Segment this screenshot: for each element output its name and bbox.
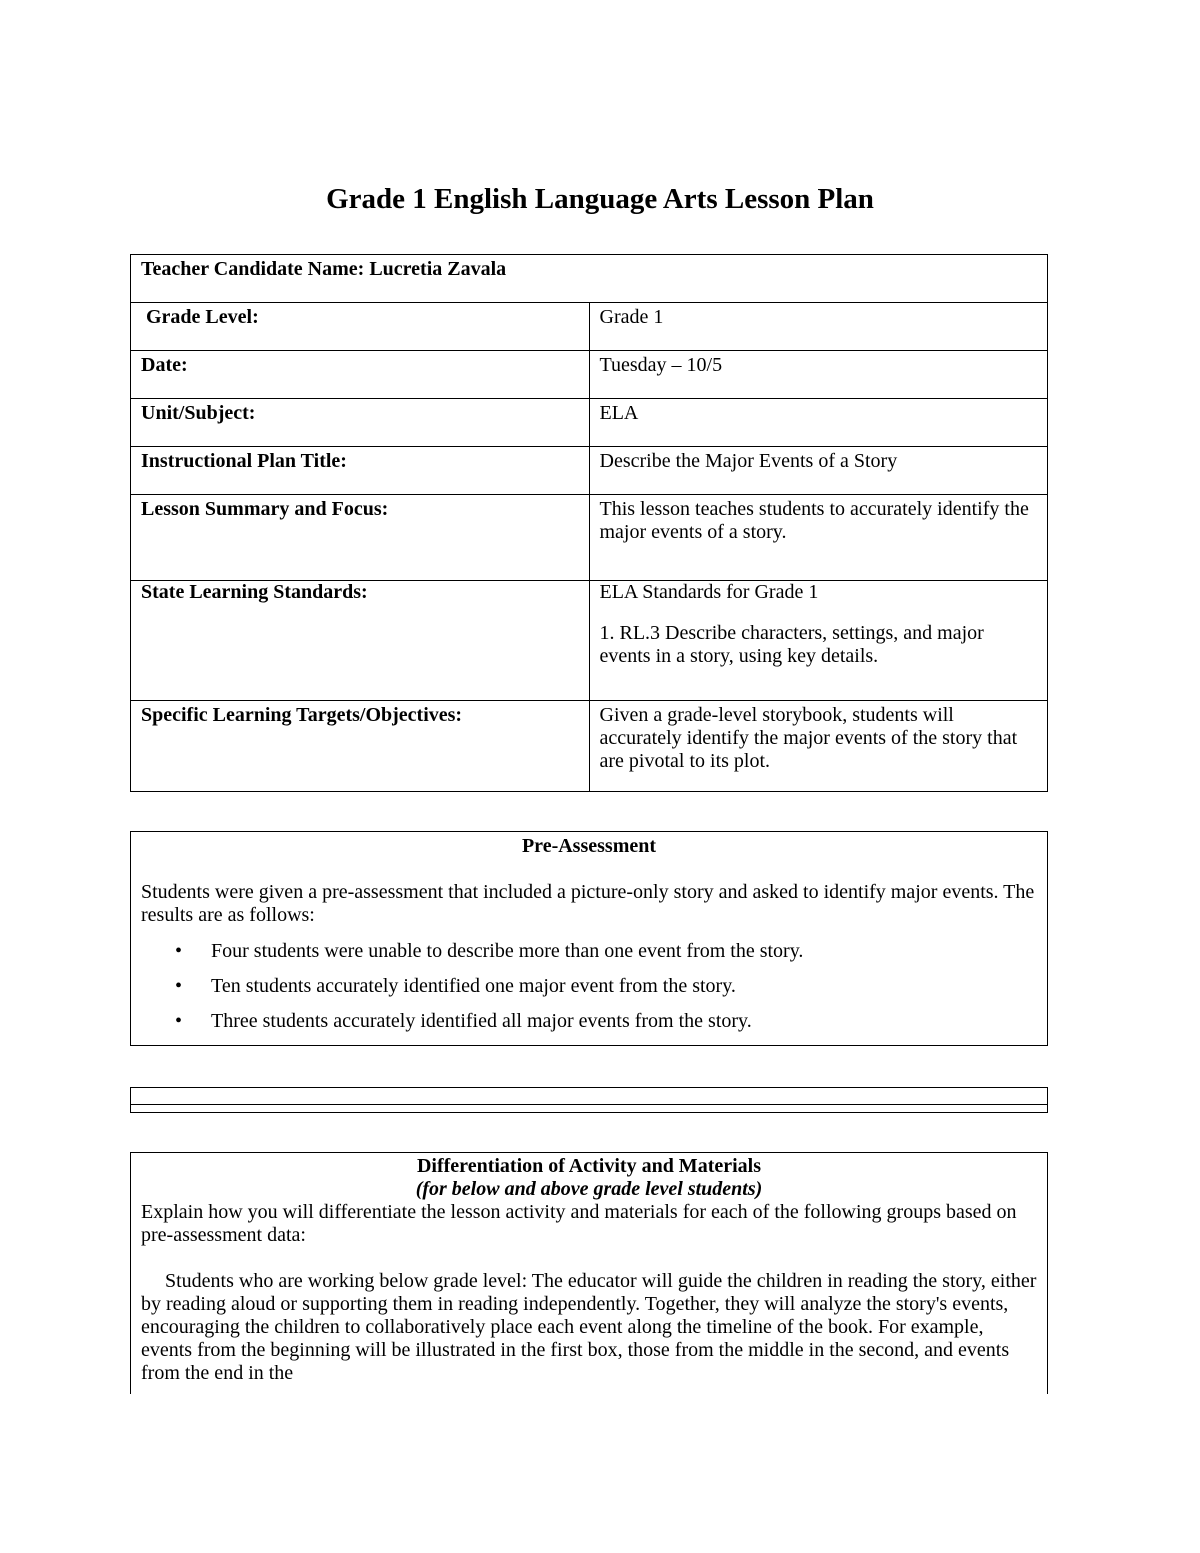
list-item-text: Three students accurately identified all major events from the story. bbox=[211, 1010, 752, 1032]
row-value: ELA Standards for Grade 1 bbox=[599, 581, 819, 603]
page-title: Grade 1 English Language Arts Lesson Plan bbox=[326, 183, 874, 215]
row-label: Date: bbox=[131, 351, 590, 399]
below-grade-paragraph: Students who are working below grade level: The educator will guide the children in reading the story, either by reading aloud or supporting them in reading independently. Together, they will analyze the story's events, encouraging the children to collaboratively place each event along the timeline of the book. For example, events from the beginning will be illustrated in the first box, those from the middle in the second, and events from the end in the bbox=[141, 1270, 1037, 1384]
list-item-text: Ten students accurately identified one major event from the story. bbox=[211, 975, 736, 997]
results-list bbox=[141, 940, 1037, 1033]
row-label: Unit/Subject: bbox=[131, 399, 590, 447]
table-row bbox=[131, 581, 1048, 701]
pre-assessment-box bbox=[130, 831, 1048, 1046]
table-row bbox=[131, 447, 1048, 495]
row-value: Given a grade-level storybook, students will accurately identify the major events of the story that are pivotal to its plot. bbox=[589, 701, 1048, 792]
bullet-icon: • bbox=[175, 940, 183, 962]
pre-assessment-heading: Pre-Assessment bbox=[521, 835, 657, 857]
row-label: Lesson Summary and Focus: bbox=[131, 495, 590, 581]
row-value-standard: 1. RL.3 Describe characters, settings, and major events in a story, using key details. bbox=[599, 622, 984, 667]
differentiation-heading: Differentiation of Activity and Materials bbox=[416, 1155, 761, 1177]
table-row bbox=[131, 701, 1048, 792]
differentiation-box bbox=[130, 1152, 1048, 1394]
row-label: Instructional Plan Title: bbox=[131, 447, 590, 495]
bullet-icon: • bbox=[175, 975, 183, 997]
row-value-group bbox=[589, 581, 1048, 701]
table-row bbox=[131, 399, 1048, 447]
list-item-text: Four students were unable to describe more than one event from the story. bbox=[211, 940, 804, 962]
pre-assessment-intro: Students were given a pre-assessment that included a picture-only story and asked to identify major events. The results are as follows: bbox=[141, 881, 1035, 926]
row-label: Grade Level: bbox=[131, 303, 590, 351]
divider bbox=[131, 1104, 1047, 1105]
empty-table bbox=[130, 1087, 1048, 1113]
list-item bbox=[175, 1010, 1037, 1033]
table-row bbox=[131, 495, 1048, 581]
table-row bbox=[131, 303, 1048, 351]
lesson-info-table bbox=[130, 254, 1048, 792]
differentiation-subheading: (for below and above grade level students) bbox=[415, 1178, 763, 1200]
bullet-icon: • bbox=[175, 1010, 183, 1032]
row-value: Describe the Major Events of a Story bbox=[589, 447, 1048, 495]
row-value: Tuesday – 10/5 bbox=[589, 351, 1048, 399]
row-value: This lesson teaches students to accurately identify the major events of a story. bbox=[589, 495, 1048, 581]
list-item bbox=[175, 940, 1037, 963]
row-label: State Learning Standards: bbox=[131, 581, 590, 701]
list-item bbox=[175, 975, 1037, 998]
table-row bbox=[131, 255, 1048, 303]
table-row bbox=[131, 351, 1048, 399]
teacher-name-cell: Teacher Candidate Name: Lucretia Zavala bbox=[131, 255, 1048, 303]
row-value: Grade 1 bbox=[589, 303, 1048, 351]
row-value: ELA bbox=[589, 399, 1048, 447]
row-label: Specific Learning Targets/Objectives: bbox=[131, 701, 590, 792]
differentiation-prompt: Explain how you will differentiate the lesson activity and materials for each of the following groups based on pre-assessment data: bbox=[141, 1201, 1017, 1246]
